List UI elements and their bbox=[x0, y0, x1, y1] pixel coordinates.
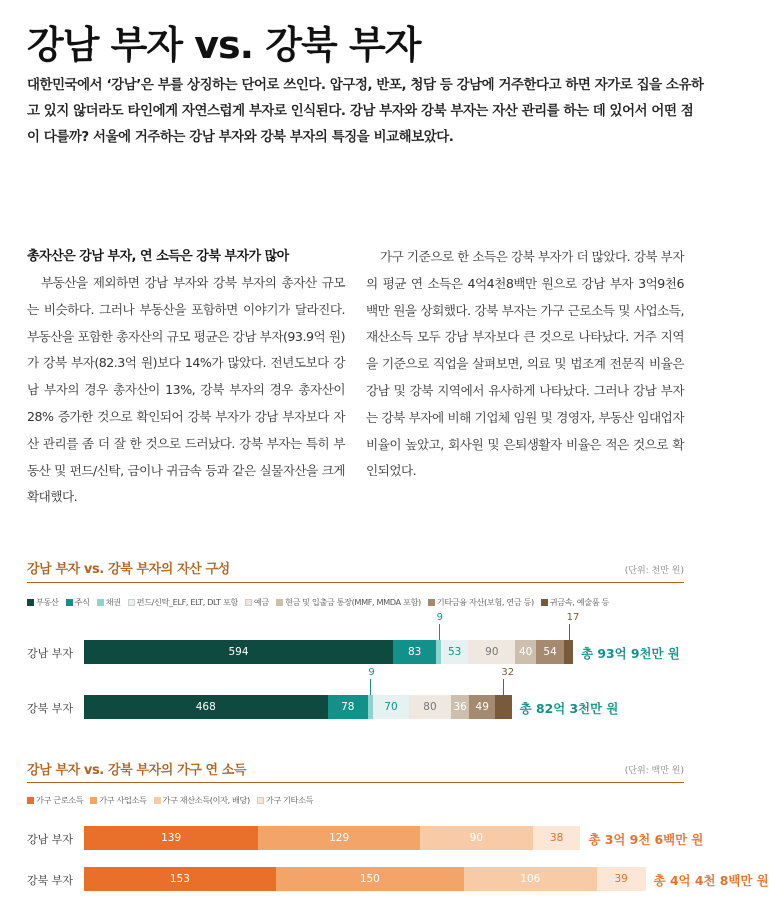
asset-chart-legend bbox=[27, 597, 609, 608]
row-label: 강남 부자 bbox=[27, 833, 74, 846]
legend-item bbox=[276, 597, 421, 608]
bar-segment: 53 bbox=[441, 640, 469, 664]
legend-item bbox=[428, 597, 534, 608]
legend-item bbox=[66, 597, 90, 608]
asset-chart-title: 강남 부자 vs. 강북 부자의 자산 구성 bbox=[27, 562, 230, 577]
legend-item bbox=[27, 597, 59, 608]
bar-total: 총 4억 4천 8백만 원 bbox=[653, 873, 769, 888]
legend-item bbox=[245, 597, 269, 608]
bar-segment: 90 bbox=[420, 826, 533, 850]
legend-swatch bbox=[66, 599, 73, 606]
lead-paragraph: 대한민국에서 ‘강남’은 부를 상징하는 단어로 쓰인다. 압구정, 반포, 청담 등 강남에 거주한다고 하면 자가로 집을 소유하고 있지 않더라도 타인에게 자연스럽게 부자로 인식된다. 강남 부자와 강북 부자는 자산 관리를 하는 데 있어서 어떤 점이 다를까? 서울에 거주하는 강남 부자와 강북 부자의 특징을 비교해보았다. bbox=[27, 78, 704, 145]
bar-segment bbox=[564, 640, 573, 664]
bar-segment: 49 bbox=[469, 695, 494, 719]
legend-label: 기타금융 자산(보험, 연금 등) bbox=[436, 597, 534, 607]
legend-swatch bbox=[154, 797, 161, 804]
row-label: 강남 부자 bbox=[27, 647, 74, 660]
bar-segment: 38 bbox=[533, 826, 581, 850]
legend-swatch bbox=[97, 599, 104, 606]
legend-item bbox=[541, 597, 609, 608]
article-paragraph-1: 부동산을 제외하면 강남 부자와 강북 부자의 총자산 규모는 비슷하다. 그러나 부동산을 포함하면 이야기가 달라진다. 부동산을 포함한 총자산의 규모 평균은 강남 부자(93.9억 원)가 강북 부자(82.3억 원)보다 14%가 많았다. 전년도보다 강남 부자의 경우 총자산이 13%, 강북 부자의 경우 총자산이 28% 증가한 것으로 확인되어 강북 부자가 강남 부자보다 자산 관리를 좀 더 잘 한 것으로 드러났다. 강북 부자는 특히 부동산 및 펀드/신탁, 금이나 귀금속 등과 같은 실물자산을 크게 확대했다. bbox=[27, 275, 345, 505]
income-chart-divider bbox=[27, 782, 684, 783]
legend-label: 채권 bbox=[105, 597, 121, 607]
callout-tick bbox=[503, 679, 504, 695]
bar-segment: 78 bbox=[328, 695, 369, 719]
legend-label: 펀드/신탁_ELF, ELT, DLT 포함 bbox=[136, 597, 238, 607]
legend-label: 가구 근로소득 bbox=[36, 795, 84, 805]
legend-item bbox=[27, 795, 83, 806]
bar-segment: 54 bbox=[536, 640, 564, 664]
income-chart-unit: (단위: 백만 원) bbox=[624, 766, 684, 776]
bar-segment: 80 bbox=[409, 695, 451, 719]
legend-swatch bbox=[541, 599, 548, 606]
legend-label: 가구 재산소득(이자, 배당) bbox=[162, 795, 250, 805]
legend-swatch bbox=[27, 599, 34, 606]
bar-total: 총 3억 9천 6백만 원 bbox=[588, 832, 704, 847]
article-heading: 총자산은 강남 부자, 연 소득은 강북 부자가 많아 bbox=[27, 249, 289, 264]
stacked-bar bbox=[84, 695, 512, 719]
income-chart-title: 강남 부자 vs. 강북 부자의 가구 연 소득 bbox=[27, 763, 247, 778]
article-column-left bbox=[27, 244, 345, 511]
stacked-bar bbox=[84, 640, 573, 664]
legend-swatch bbox=[257, 797, 264, 804]
bar-segment: 139 bbox=[84, 826, 258, 850]
legend-swatch bbox=[245, 599, 252, 606]
article-paragraph-2: 가구 기준으로 한 소득은 강북 부자가 더 많았다. 강북 부자의 평균 연 소득은 4억4천8백만 원으로 강남 부자 3억9천6백만 원을 상회했다. 강북 부자는 가구 근로소득 및 사업소득, 재산소득 모두 강남 부자보다 큰 것으로 나타났다. 거주 지역을 기준으로 직업을 살펴보면, 의료 및 법조계 전문직 비율은 강남 및 강북 지역에서 유사하게 나타났다. 그러나 강남 부자는 강북 부자에 비해 기업체 임원 및 경영자, 부동산 임대업자 비율이 높았고, 회사원 및 은퇴생활자 비율은 적은 것으로 확인되었다. bbox=[366, 249, 684, 479]
callout-tick bbox=[569, 624, 570, 640]
legend-swatch bbox=[276, 599, 283, 606]
bar-segment bbox=[495, 695, 512, 719]
row-label: 강북 부자 bbox=[27, 702, 74, 715]
callout-tick bbox=[370, 679, 371, 695]
legend-swatch bbox=[428, 599, 435, 606]
legend-swatch bbox=[27, 797, 34, 804]
income-chart-legend bbox=[27, 795, 313, 806]
legend-item bbox=[154, 795, 250, 806]
legend-label: 가구 사업소득 bbox=[99, 795, 147, 805]
legend-item bbox=[257, 795, 313, 806]
callout-label: 17 bbox=[566, 612, 580, 623]
bar-segment: 90 bbox=[468, 640, 515, 664]
row-label: 강북 부자 bbox=[27, 874, 74, 887]
bar-total: 총 93억 9천만 원 bbox=[581, 646, 680, 661]
callout-label: 9 bbox=[368, 667, 375, 678]
bar-segment: 150 bbox=[276, 867, 464, 891]
stacked-bar bbox=[84, 826, 580, 850]
legend-item bbox=[128, 597, 238, 608]
legend-item bbox=[97, 597, 121, 608]
article-column-right bbox=[366, 244, 684, 485]
bar-segment: 83 bbox=[393, 640, 436, 664]
callout-tick bbox=[439, 624, 440, 640]
asset-chart-unit: (단위: 천만 원) bbox=[624, 566, 684, 576]
legend-swatch bbox=[128, 599, 135, 606]
bar-segment: 106 bbox=[464, 867, 597, 891]
callout-label: 9 bbox=[436, 612, 443, 623]
bar-segment: 468 bbox=[84, 695, 328, 719]
legend-swatch bbox=[90, 797, 97, 804]
bar-segment: 40 bbox=[515, 640, 536, 664]
legend-item bbox=[90, 795, 146, 806]
bar-total: 총 82억 3천만 원 bbox=[519, 701, 619, 716]
legend-label: 부동산 bbox=[36, 597, 59, 607]
asset-chart-divider bbox=[27, 582, 684, 583]
callout-label: 32 bbox=[501, 667, 515, 678]
legend-label: 귀금속, 예술품 등 bbox=[549, 597, 609, 607]
bar-segment: 70 bbox=[373, 695, 409, 719]
legend-label: 주식 bbox=[74, 597, 90, 607]
stacked-bar bbox=[84, 867, 646, 891]
bar-segment: 153 bbox=[84, 867, 276, 891]
legend-label: 예금 bbox=[253, 597, 269, 607]
page-title: 강남 부자 vs. 강북 부자 bbox=[27, 23, 421, 67]
legend-label: 가구 기타소득 bbox=[265, 795, 314, 805]
bar-segment: 129 bbox=[258, 826, 420, 850]
bar-segment: 39 bbox=[597, 867, 646, 891]
legend-label: 현금 및 입출금 통장(MMF, MMDA 포함) bbox=[284, 597, 421, 607]
bar-segment: 594 bbox=[84, 640, 393, 664]
bar-segment: 36 bbox=[451, 695, 470, 719]
